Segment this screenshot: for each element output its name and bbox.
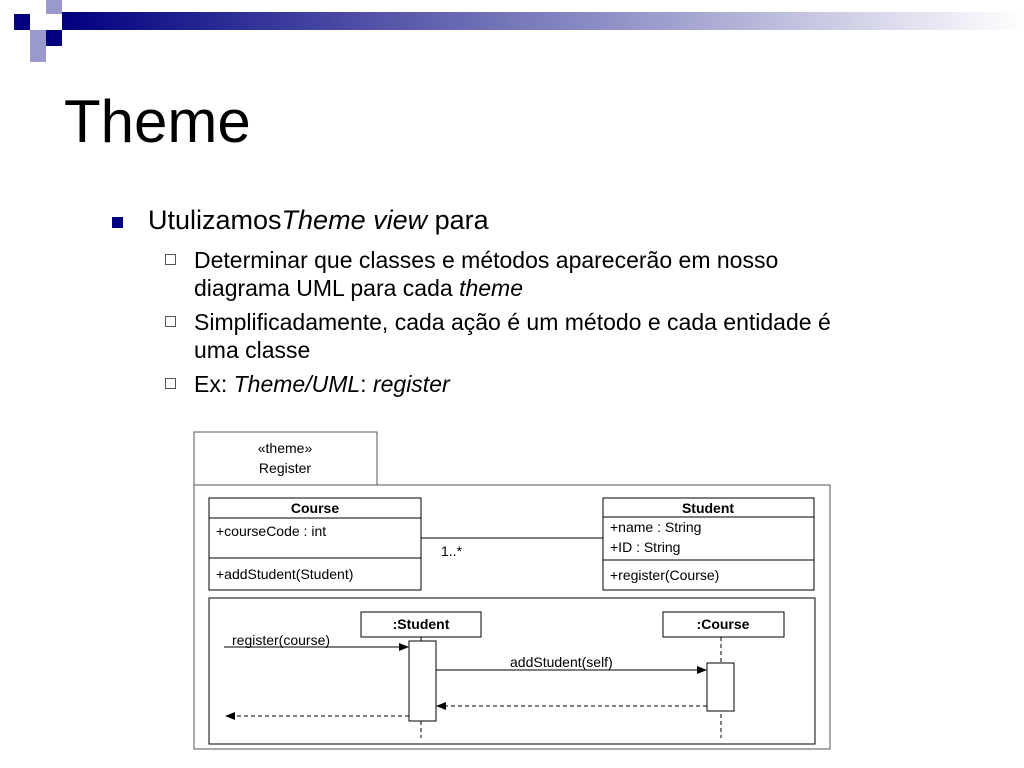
bullet-item	[110, 200, 1010, 240]
lifeline-course-label: :Course	[696, 616, 750, 632]
sub-bullet-emphasis: Theme/UML	[233, 371, 361, 397]
sub-bullet-middle: :	[360, 371, 373, 397]
hollow-square-bullet-icon	[165, 254, 176, 265]
class-student-attribute: +name : String	[610, 519, 702, 535]
association-multiplicity: 1..*	[441, 543, 463, 559]
theme-name: Register	[258, 460, 312, 476]
message-add-student-label: addStudent(self)	[510, 654, 613, 670]
hollow-square-bullet-icon	[165, 316, 176, 327]
bullet-list	[110, 200, 1010, 398]
class-course	[209, 498, 421, 590]
sub-bullet-emphasis: theme	[459, 275, 523, 301]
sub-bullet-prefix: Ex:	[194, 371, 234, 397]
class-student-method: +register(Course)	[610, 567, 720, 583]
bullet-prefix: Utulizamos	[148, 205, 282, 235]
class-student-name: Student	[681, 500, 735, 516]
sub-bullet-text: Simplificadamente, cada ação é um método e cada entidade é	[194, 309, 831, 335]
class-student-attribute: +ID : String	[610, 539, 681, 555]
bullet-suffix: para	[427, 205, 489, 235]
header-decoration	[0, 0, 1024, 62]
square-bullet-icon	[112, 217, 123, 228]
slide-title: Theme	[64, 88, 251, 155]
sub-bullet-text: diagrama UML para cada	[194, 275, 460, 301]
sub-bullet-text: uma classe	[194, 337, 311, 363]
message-register-label: register(course)	[232, 632, 331, 648]
sub-bullet-item	[110, 370, 994, 398]
activation-student	[409, 641, 436, 721]
theme-stereotype: «theme»	[257, 440, 313, 456]
bullet-emphasis: Theme view	[281, 205, 428, 235]
hollow-square-bullet-icon	[165, 378, 176, 389]
sub-bullet-item	[110, 246, 994, 302]
activation-course	[707, 663, 734, 711]
sub-bullet-text: Determinar que classes e métodos aparecerão em nosso	[194, 247, 779, 273]
lifeline-student-label: :Student	[392, 616, 450, 632]
uml-theme-diagram	[190, 428, 835, 753]
sub-bullet-item	[110, 308, 994, 364]
class-student	[603, 498, 814, 590]
class-course-name: Course	[290, 500, 340, 516]
sub-bullet-emphasis: register	[372, 371, 450, 397]
class-course-attribute: +courseCode : int	[216, 523, 327, 539]
class-course-method: +addStudent(Student)	[216, 566, 354, 582]
